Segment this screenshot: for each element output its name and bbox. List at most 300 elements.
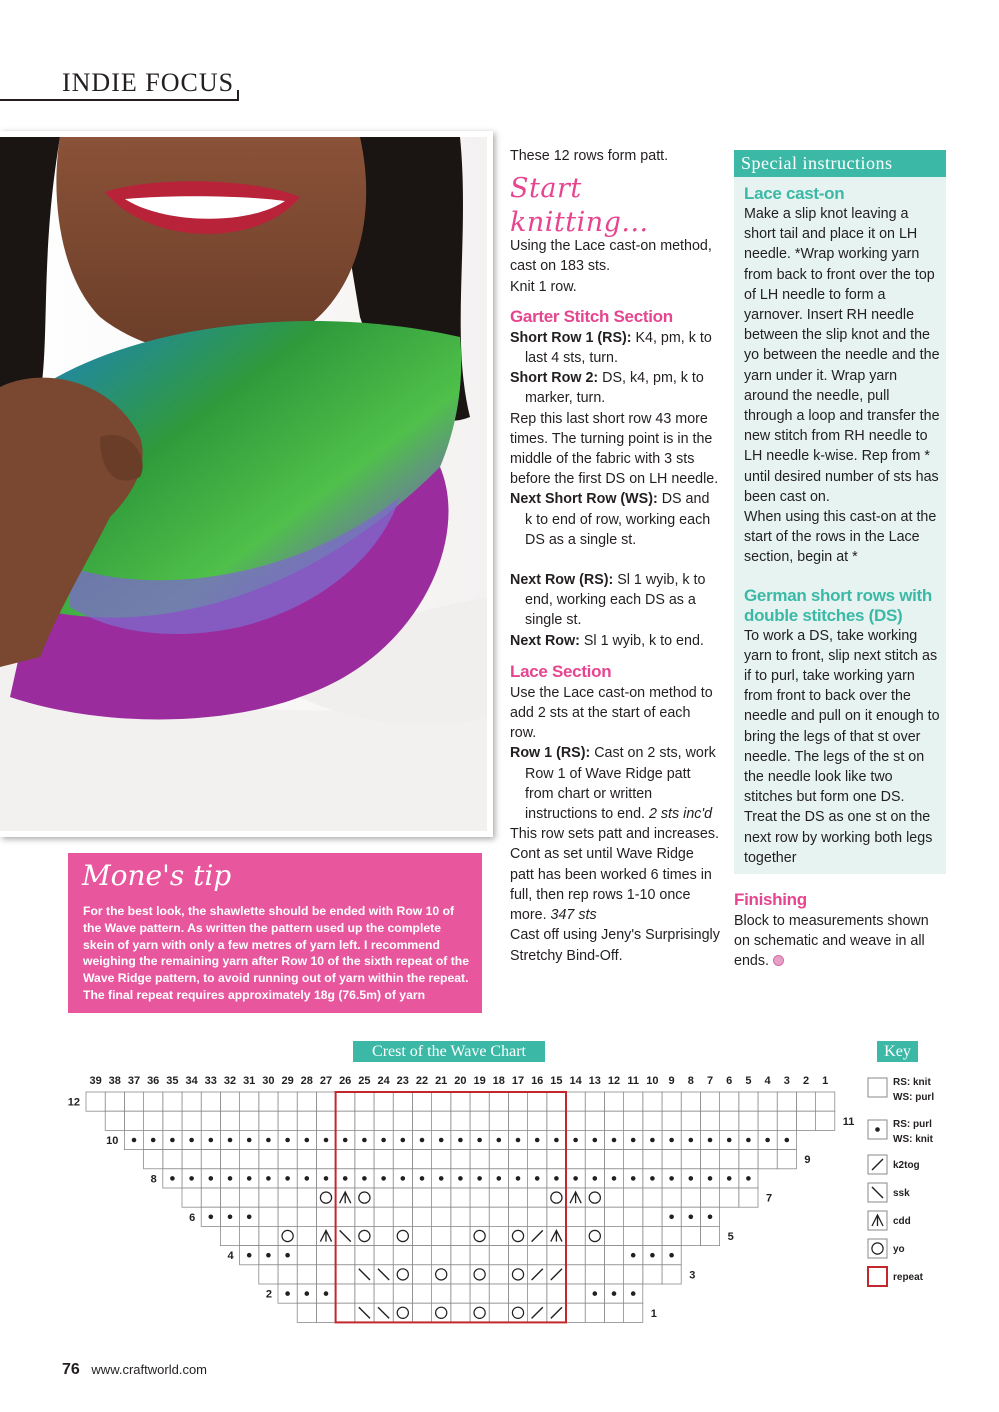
chart-cell <box>739 1111 758 1130</box>
chart-cell <box>163 1092 182 1111</box>
column-number: 38 <box>108 1075 121 1087</box>
chart-cell <box>739 1150 758 1169</box>
chart-cell <box>374 1284 393 1303</box>
chart-cell <box>105 1111 124 1130</box>
purl-symbol <box>631 1176 636 1181</box>
chart-cell <box>316 1207 335 1226</box>
german-short-rows-text: To work a DS, take working yarn to front, slip next stitch as if to purl, take working yarn from front to back over the needle and pull on it enough to bring the legs of that st over needle. The legs of the st on the needle look like two stitches but form one DS. Treat the DS as one st on the next row by working both legs together <box>744 627 940 866</box>
chart-cell <box>220 1226 239 1245</box>
purl-symbol <box>612 1291 617 1296</box>
key-label: cdd <box>893 1216 911 1227</box>
next-short-row <box>510 489 720 550</box>
column-number: 30 <box>262 1075 275 1087</box>
short-row-1-text: K4, pm, k to last 4 sts, turn. <box>525 329 712 367</box>
chart-cell <box>566 1303 585 1322</box>
chart-cell <box>412 1265 431 1284</box>
chart-cell <box>585 1246 604 1265</box>
row-number: 1 <box>650 1307 657 1320</box>
chart-cell <box>240 1150 259 1169</box>
key-label: WS: knit <box>893 1134 933 1145</box>
chart-cell <box>297 1207 316 1226</box>
chart-cell <box>297 1111 316 1130</box>
row-number: 3 <box>689 1269 696 1282</box>
short-row-1-label: Short Row 1 (RS): <box>510 329 632 346</box>
column-number: 14 <box>569 1075 582 1087</box>
chart-cell <box>566 1265 585 1284</box>
column-number: 16 <box>531 1075 544 1087</box>
chart-cell <box>451 1226 470 1245</box>
chart-cell <box>489 1092 508 1111</box>
chart-cell <box>585 1265 604 1284</box>
chart-cell <box>643 1111 662 1130</box>
chart-cell <box>508 1150 527 1169</box>
next-short-row-text: DS and k to end of row, working each DS as a single st. <box>525 491 711 548</box>
chart-cell <box>566 1226 585 1245</box>
column-number: 9 <box>668 1075 675 1087</box>
chart-cell <box>393 1092 412 1111</box>
chart-cell <box>336 1303 355 1322</box>
chart-cell <box>240 1092 259 1111</box>
chart-cell <box>528 1207 547 1226</box>
chart-cell <box>393 1188 412 1207</box>
chart-cell <box>585 1092 604 1111</box>
chart-cell <box>374 1150 393 1169</box>
chart-cell <box>201 1188 220 1207</box>
chart-cell <box>528 1150 547 1169</box>
purl-symbol <box>381 1138 386 1143</box>
chart-cell <box>86 1092 105 1111</box>
purl-symbol <box>535 1138 540 1143</box>
chart-cell <box>508 1303 527 1322</box>
chart-cell <box>412 1111 431 1130</box>
purl-symbol <box>324 1176 329 1181</box>
purl-symbol <box>689 1215 694 1220</box>
yarn-ball-icon <box>773 955 784 966</box>
purl-symbol <box>285 1176 290 1181</box>
chart-cell <box>758 1092 777 1111</box>
knit-row-text: Knit 1 row. <box>510 278 577 295</box>
chart-cell <box>604 1207 623 1226</box>
finishing-heading: Finishing <box>734 890 807 909</box>
chart-cell <box>451 1265 470 1284</box>
purl-symbol <box>247 1253 252 1258</box>
german-short-rows-heading: German short rows with double stitches (DS) <box>744 585 932 625</box>
chart-cell <box>336 1150 355 1169</box>
chart-cell <box>489 1246 508 1265</box>
purl-symbol <box>151 1138 156 1143</box>
chart-cell <box>412 1092 431 1111</box>
chart-cell <box>643 1150 662 1169</box>
column-number: 8 <box>687 1075 694 1087</box>
purl-symbol <box>689 1138 694 1143</box>
chart-cell <box>336 1092 355 1111</box>
chart-cell <box>470 1188 489 1207</box>
purl-symbol <box>362 1138 367 1143</box>
chart-cell <box>220 1188 239 1207</box>
purl-symbol <box>209 1215 214 1220</box>
chart-cell <box>297 1246 316 1265</box>
chart-cell <box>278 1188 297 1207</box>
chart-cell <box>432 1092 451 1111</box>
chart-cell <box>451 1150 470 1169</box>
column-number: 12 <box>607 1075 621 1087</box>
chart-cell <box>624 1265 643 1284</box>
chart-cell <box>681 1092 700 1111</box>
chart-cell <box>393 1207 412 1226</box>
page-footer <box>62 1361 207 1379</box>
chart-cell <box>316 1092 335 1111</box>
chart-cell <box>355 1246 374 1265</box>
pattern-column <box>510 146 720 966</box>
chart-cell <box>489 1265 508 1284</box>
chart-cell <box>720 1188 739 1207</box>
chart-cell <box>470 1246 489 1265</box>
chart-cell <box>700 1111 719 1130</box>
chart-cell <box>566 1111 585 1130</box>
chart-cell <box>393 1246 412 1265</box>
chart-cell <box>777 1092 796 1111</box>
next-row-rs-label: Next Row (RS): <box>510 572 614 589</box>
chart-cell <box>720 1150 739 1169</box>
chart-cell <box>566 1246 585 1265</box>
chart-cell <box>604 1150 623 1169</box>
chart-cell <box>355 1111 374 1130</box>
purl-symbol <box>477 1176 482 1181</box>
key-title: Key <box>877 1041 918 1062</box>
chart-cell <box>624 1188 643 1207</box>
chart-cell <box>393 1284 412 1303</box>
chart-cell <box>182 1092 201 1111</box>
key-label: k2tog <box>893 1160 920 1171</box>
lace-row-1 <box>510 743 720 824</box>
chart-cell <box>604 1265 623 1284</box>
column-number: 11 <box>627 1075 640 1087</box>
chart-cell <box>432 1226 451 1245</box>
chart-cell <box>508 1265 527 1284</box>
column-number: 36 <box>147 1075 160 1087</box>
purl-symbol <box>516 1176 521 1181</box>
tip-text: For the best look, the shawlette should be ended with Row 10 of the Wave pattern. As written the pattern used up the complete skein of yarn with only a few metres of yarn left. I recommend weighing the remaining yarn after Row 10 of the sixth repeat of the Wave Ridge pattern, to avoid running out of yarn within the repeat. The final repeat requires approximately 18g (76.5m) of yarn <box>83 904 470 1002</box>
purl-symbol <box>324 1138 329 1143</box>
chart-cell <box>451 1111 470 1130</box>
chart-cell <box>412 1303 431 1322</box>
chart-cell <box>508 1226 527 1245</box>
chart-cell <box>470 1284 489 1303</box>
chart-cell <box>316 1246 335 1265</box>
purl-symbol <box>593 1138 598 1143</box>
model-photo-illustration <box>0 137 487 831</box>
purl-symbol <box>209 1138 214 1143</box>
purl-symbol <box>650 1253 655 1258</box>
purl-symbol <box>324 1291 329 1296</box>
chart-cell <box>700 1226 719 1245</box>
column-number: 17 <box>511 1075 525 1087</box>
key-swatch <box>868 1267 887 1286</box>
chart-cell <box>259 1188 278 1207</box>
purl-symbol <box>305 1176 310 1181</box>
chart-cell <box>470 1150 489 1169</box>
chart-cell <box>585 1207 604 1226</box>
chart-cell <box>297 1150 316 1169</box>
lace-row-1-note: 2 sts inc'd <box>648 806 713 823</box>
chart-cell <box>336 1111 355 1130</box>
chart-cell <box>451 1246 470 1265</box>
chart-cell <box>278 1265 297 1284</box>
column-number: 7 <box>706 1075 714 1087</box>
chart-cell <box>393 1303 412 1322</box>
column-number: 29 <box>281 1075 294 1087</box>
chart-cell <box>278 1111 297 1130</box>
purl-symbol <box>285 1291 290 1296</box>
chart-cell <box>758 1111 777 1130</box>
chart-cell <box>374 1207 393 1226</box>
chart-cell <box>336 1246 355 1265</box>
short-row-1 <box>510 328 720 368</box>
chart-cell <box>662 1092 681 1111</box>
lace-cast-on-heading: Lace cast-on <box>744 184 845 203</box>
chart-cell <box>259 1111 278 1130</box>
chart-cell <box>739 1092 758 1111</box>
chart-cell <box>182 1150 201 1169</box>
lace-section-heading: Lace Section <box>510 661 612 681</box>
column-number: 6 <box>726 1075 733 1087</box>
chart-cell <box>374 1226 393 1245</box>
chart-cell <box>259 1150 278 1169</box>
chart-cell <box>528 1111 547 1130</box>
column-number: 37 <box>127 1075 141 1087</box>
stitch-count: 347 sts <box>550 907 597 924</box>
chart-cell <box>432 1303 451 1322</box>
purl-symbol <box>247 1138 252 1143</box>
purl-symbol <box>669 1176 674 1181</box>
chart-cell <box>259 1226 278 1245</box>
column-number: 27 <box>319 1075 333 1087</box>
chart-cell <box>643 1188 662 1207</box>
purl-symbol <box>497 1176 502 1181</box>
purl-symbol <box>266 1176 271 1181</box>
garter-heading: Garter Stitch Section <box>510 306 673 326</box>
stitch-chart <box>0 1060 860 1340</box>
chart-cell <box>489 1111 508 1130</box>
continue-text-main: Cont as set until Wave Ridge patt has been worked 6 times in full, then rep rows 1-10 once more. <box>510 846 712 924</box>
next-row-text: Sl 1 wyib, k to end. <box>579 632 704 649</box>
chart-cell <box>470 1226 489 1245</box>
footer-url: www.craftworld.com <box>91 1362 207 1377</box>
purl-symbol <box>593 1291 598 1296</box>
column-number: 24 <box>377 1075 390 1087</box>
row-number: 11 <box>842 1115 855 1128</box>
purl-symbol <box>612 1138 617 1143</box>
cast-off-text: Cast off using Jeny's Surprisingly Stretchy Bind-Off. <box>510 927 720 964</box>
model-photo <box>0 137 487 831</box>
chart-cell <box>547 1150 566 1169</box>
column-number: 20 <box>454 1075 467 1087</box>
chart-cell <box>432 1150 451 1169</box>
intro-text: These 12 rows form patt. <box>510 148 669 164</box>
row-number: 7 <box>766 1192 773 1205</box>
chart-cell <box>240 1226 259 1245</box>
chart-cell <box>662 1226 681 1245</box>
column-number: 19 <box>473 1075 486 1087</box>
chart-cell <box>796 1092 815 1111</box>
chart-cell <box>412 1207 431 1226</box>
finishing-text <box>734 911 940 972</box>
chart-cell <box>470 1303 489 1322</box>
chart-cell <box>297 1188 316 1207</box>
purl-symbol <box>439 1176 444 1181</box>
column-number: 31 <box>243 1075 256 1087</box>
purl-symbol <box>650 1176 655 1181</box>
page-number: 76 <box>62 1361 80 1378</box>
chart-cell <box>201 1092 220 1111</box>
chart-cell <box>201 1111 220 1130</box>
chart-cell <box>278 1092 297 1111</box>
chart-key <box>860 1070 999 1300</box>
chart-cell <box>681 1226 700 1245</box>
start-knitting-heading: Start knitting... <box>510 173 649 239</box>
chart-cell <box>758 1150 777 1169</box>
chart-cell <box>508 1246 527 1265</box>
chart-cell <box>470 1265 489 1284</box>
header-rule-tick <box>237 90 239 101</box>
column-number: 34 <box>185 1075 198 1087</box>
chart-cell <box>816 1111 835 1130</box>
chart-cell <box>547 1111 566 1130</box>
chart-cell <box>201 1150 220 1169</box>
chart-cell <box>355 1226 374 1245</box>
chart-cell <box>336 1207 355 1226</box>
chart-cell <box>432 1246 451 1265</box>
chart-cell <box>355 1284 374 1303</box>
chart-cell <box>816 1092 835 1111</box>
purl-symbol <box>689 1176 694 1181</box>
next-row-rs-text: Sl 1 wyib, k to end, working each DS as a single st. <box>525 572 706 629</box>
purl-symbol <box>189 1176 194 1181</box>
purl-symbol <box>554 1176 559 1181</box>
chart-cell <box>412 1246 431 1265</box>
purl-symbol <box>497 1138 502 1143</box>
row-number: 5 <box>727 1231 734 1243</box>
purl-symbol <box>305 1138 310 1143</box>
column-number: 13 <box>588 1075 601 1087</box>
chart-cell <box>259 1265 278 1284</box>
column-number: 28 <box>300 1075 313 1087</box>
continue-text <box>510 844 720 925</box>
chart-cell <box>566 1092 585 1111</box>
column-number: 18 <box>492 1075 505 1087</box>
chart-cell <box>547 1188 566 1207</box>
chart-cell <box>624 1150 643 1169</box>
chart-cell <box>336 1284 355 1303</box>
chart-cell <box>393 1111 412 1130</box>
chart-cell <box>163 1150 182 1169</box>
chart-cell <box>585 1188 604 1207</box>
short-row-2-text: DS, k4, pm, k to marker, turn. <box>525 370 704 407</box>
chart-cell <box>374 1246 393 1265</box>
row-number: 4 <box>227 1250 234 1263</box>
chart-cell <box>508 1111 527 1130</box>
purl-symbol <box>420 1138 425 1143</box>
purl-symbol <box>285 1138 290 1143</box>
purl-symbol <box>875 1127 880 1132</box>
purl-symbol <box>535 1176 540 1181</box>
purl-symbol <box>381 1176 386 1181</box>
purl-symbol <box>228 1215 233 1220</box>
chart-cell <box>777 1150 796 1169</box>
next-row-label: Next Row: <box>510 632 580 649</box>
purl-symbol <box>612 1176 617 1181</box>
chart-cell <box>412 1150 431 1169</box>
purl-symbol <box>228 1138 233 1143</box>
purl-symbol <box>593 1176 598 1181</box>
column-number: 1 <box>822 1075 829 1087</box>
chart-cell <box>547 1207 566 1226</box>
chart-cell <box>681 1111 700 1130</box>
chart-cell <box>508 1188 527 1207</box>
purl-symbol <box>132 1138 137 1143</box>
chart-cell <box>566 1207 585 1226</box>
purl-symbol <box>420 1176 425 1181</box>
column-number: 3 <box>783 1075 790 1087</box>
chart-cell <box>643 1265 662 1284</box>
chart-cell <box>547 1092 566 1111</box>
chart-cell <box>355 1188 374 1207</box>
chart-cell <box>316 1111 335 1130</box>
key-swatch <box>868 1078 887 1097</box>
purl-symbol <box>631 1253 636 1258</box>
chart-cell <box>451 1284 470 1303</box>
purl-symbol <box>631 1291 636 1296</box>
purl-symbol <box>669 1215 674 1220</box>
chart-cell <box>720 1111 739 1130</box>
chart-cell <box>566 1150 585 1169</box>
chart-cell <box>624 1207 643 1226</box>
purl-symbol <box>631 1138 636 1143</box>
key-label: ssk <box>893 1188 910 1199</box>
chart-cell <box>297 1265 316 1284</box>
row-number: 9 <box>804 1154 811 1167</box>
purl-symbol <box>708 1215 713 1220</box>
chart-cell <box>316 1303 335 1322</box>
purl-symbol <box>266 1253 271 1258</box>
header-rule <box>0 99 239 101</box>
chart-cell <box>508 1092 527 1111</box>
purl-symbol <box>669 1138 674 1143</box>
chart-cell <box>624 1092 643 1111</box>
chart-cell <box>451 1092 470 1111</box>
column-number: 32 <box>223 1075 237 1087</box>
chart-cell <box>297 1303 316 1322</box>
column-number: 33 <box>204 1075 217 1087</box>
chart-cell <box>336 1265 355 1284</box>
chart-cell <box>144 1111 163 1130</box>
chart-cell <box>220 1092 239 1111</box>
lace-cast-on-text: Make a slip knot leaving a short tail and place it on LH needle. *Wrap working yarn from back to front over the top of LH needle to form a yarnover. Insert RH needle between the slip knot and the yo between the needle and the yarn under it. Wrap yarn around the needle, pull through a loop and transfer the new stitch from RH needle to LH needle k-wise. Rep from * until desired number of sts has been cast on. <box>744 206 940 505</box>
row-number: 10 <box>106 1135 119 1147</box>
chart-cell <box>662 1188 681 1207</box>
chart-cell <box>585 1111 604 1130</box>
short-row-2 <box>510 368 720 408</box>
chart-cell <box>489 1150 508 1169</box>
purl-symbol <box>170 1138 175 1143</box>
chart-cell <box>604 1246 623 1265</box>
purl-symbol <box>247 1176 252 1181</box>
chart-cell <box>105 1092 124 1111</box>
column-number: 23 <box>396 1075 409 1087</box>
chart-cell <box>547 1246 566 1265</box>
purl-symbol <box>573 1138 578 1143</box>
chart-cell <box>796 1111 815 1130</box>
